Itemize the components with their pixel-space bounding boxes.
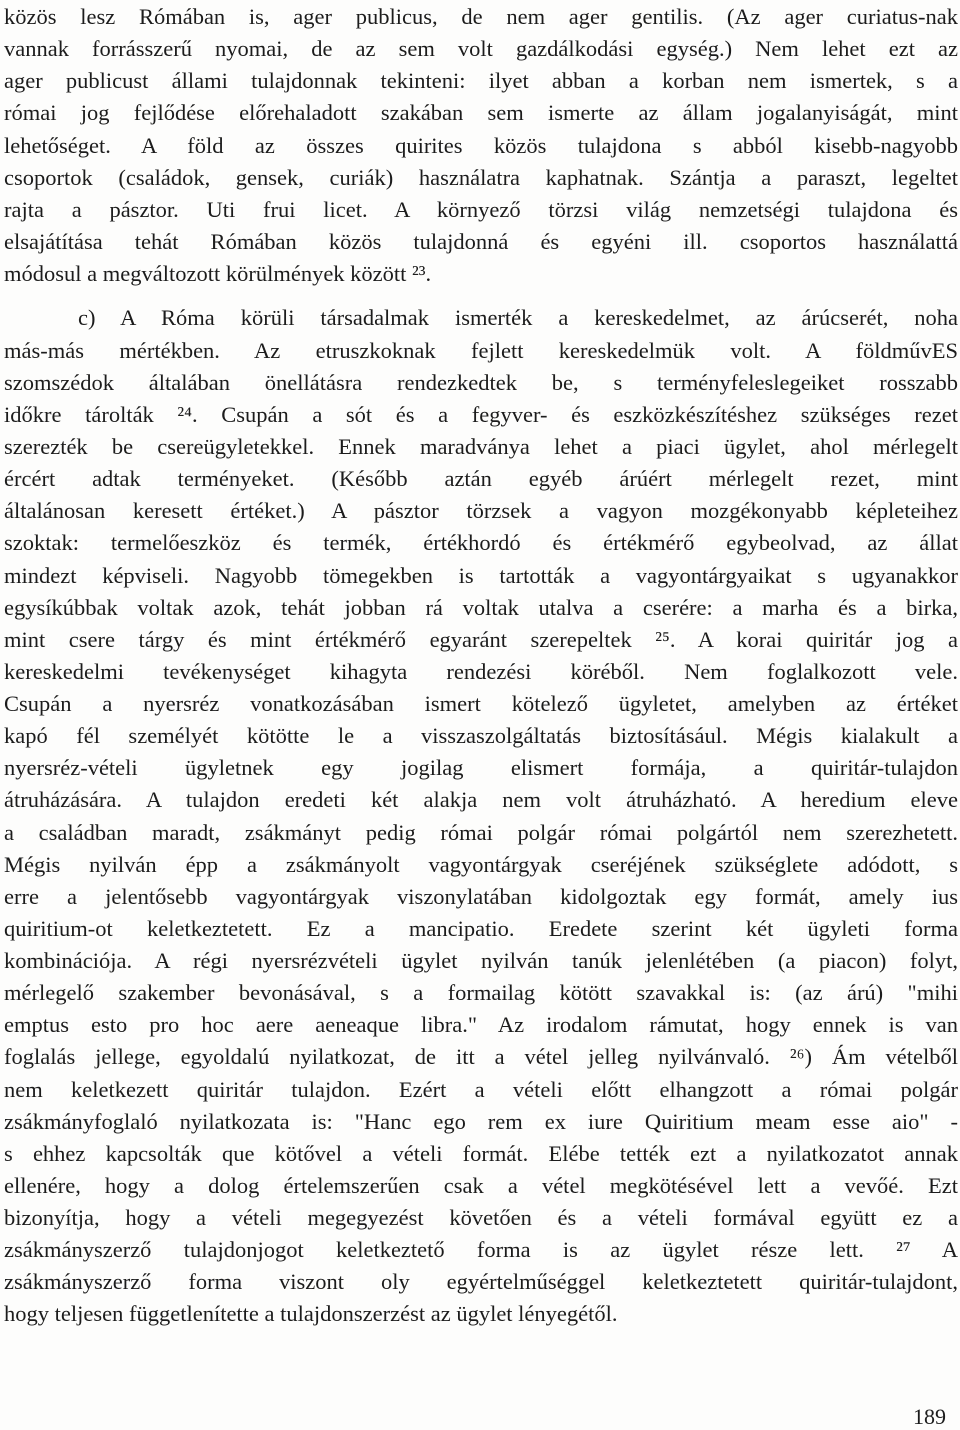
text-line: ager publicust állami tulajdonnak tekinteni: ilyet abban a korban nem ismertek, s a bbox=[4, 68, 958, 93]
text-line: mérlegelő szakember bevonásával, s a formailag kötött szavakkal is: (az árú) "mihi bbox=[4, 980, 958, 1005]
text-line: erre a jelentősebb vagyontárgyak viszonylatában kidolgoztak egy formát, amely ius bbox=[4, 884, 958, 909]
text-line: hogy teljesen függetlenítette a tulajdonszerzést az ügylet lényegétől. bbox=[4, 1301, 618, 1326]
text-line: rajta a pásztor. Uti frui licet. A környező törzsi világ nemzetségi tulajdona és bbox=[4, 197, 958, 222]
text-line: ércért adtak terményeket. (Később aztán egyéb árúért mérlegelt rezet, mint bbox=[4, 466, 958, 491]
text-line: Mégis nyilván épp a zsákmányolt vagyontárgyak cseréjének szükséglete adódott, s bbox=[4, 852, 958, 877]
section-heading-line: c) A Róma körüli társadalmak ismerték a kereskedelmet, az árúcserét, noha bbox=[78, 305, 958, 330]
text-line: más-más mértékben. Az etruszkoknak fejlett kereskedelmük volt. A földművES bbox=[4, 338, 958, 363]
text-line: zsákmányszerző tulajdonjogot keletkeztető forma is az ügylet része lett. ²⁷ A bbox=[4, 1237, 958, 1262]
text-line: zsákmányszerző forma viszont oly egyértelműséggel keletkeztetett quiritár-tulajdont, bbox=[4, 1269, 958, 1294]
text-line: s ehhez kapcsolták que kötővel a vételi formát. Elébe tették ezt a nyilatkozatot annak bbox=[4, 1141, 958, 1166]
text-line: zsákmányfoglaló nyilatkozata is: "Hanc ego rem ex iure Quiritium meam esse aio" - bbox=[4, 1109, 958, 1134]
text-line: mindezt képviseli. Nagyobb tömegekben is tartották a vagyontárgyaikat s ugyanakkor bbox=[4, 563, 958, 588]
text-line: vannak forrásszerű nyomai, de az sem volt gazdálkodási egység.) Nem lehet ezt az bbox=[4, 36, 958, 61]
text-line: kapó fél személyét kötötte le a visszaszolgáltatás biztosításául. Mégis kialakult a bbox=[4, 723, 958, 748]
text-line: szerezték be csereügyletekkel. Ennek maradványa lehet a piaci ügylet, ahol mérlegelt bbox=[4, 434, 958, 459]
text-line: általánosan keresett értéket.) A pásztor törzsek a vagyon mozgékonyabb képleteihez bbox=[4, 498, 958, 523]
text-line: nyersréz-vételi ügyletnek egy jogilag elismert formája, a quiritár-tulajdon bbox=[4, 755, 958, 780]
text-line: csoportok (családok, gensek, curiák) használatra kaphatnak. Szántja a paraszt, legeltet bbox=[4, 165, 958, 190]
text-line: Csupán a nyersréz vonatkozásában ismert kötelező ügyletet, amelyben az értéket bbox=[4, 691, 958, 716]
text-line: bizonyítja, hogy a vételi megegyezést követően és a vételi formával együtt ez a bbox=[4, 1205, 958, 1230]
text-line: szoktak: termelőeszköz és termék, értékhordó és értékmérő egybeolvad, az állat bbox=[4, 530, 958, 555]
text-line: emptus esto pro hoc aere aeneaque libra." Az irodalom rámutat, hogy ennek is van bbox=[4, 1012, 958, 1037]
text-line: mint csere tárgy és mint értékmérő egyaránt szerepeltek ²⁵. A korai quiritár jog a bbox=[4, 627, 958, 652]
text-line: a családban maradt, zsákmányt pedig római polgár római polgártól nem szerezhetett. bbox=[4, 820, 958, 845]
page-number: 189 bbox=[913, 1404, 946, 1429]
text-line: lehetőséget. A föld az összes quirites közös tulajdona s abból kisebb-nagyobb bbox=[4, 133, 958, 158]
text-line: átruházására. A tulajdon eredeti két alakja nem volt átruházható. A heredium eleve bbox=[4, 787, 958, 812]
text-line: közös lesz Rómában is, ager publicus, de nem ager gentilis. (Az ager curiatus-nak bbox=[4, 4, 958, 29]
text-line: római jog fejlődése előrehaladott szakában sem ismerte az állam jogalanyiságát, mint bbox=[4, 100, 958, 125]
text-line: kereskedelmi tevékenységet kihagyta rendezési köréből. Nem foglalkozott vele. bbox=[4, 659, 958, 684]
text-line: időkre tárolták ²⁴. Csupán a sót és a fegyver- és eszközkészítéshez szükséges rezet bbox=[4, 402, 958, 427]
text-line: quiritium-ot keletkeztetett. Ez a mancipatio. Eredete szerint két ügyleti forma bbox=[4, 916, 958, 941]
text-line: ellenére, hogy a dolog értelemszerűen csak a vétel megkötésével lett a vevőé. Ezt bbox=[4, 1173, 958, 1198]
text-line: nem keletkezett quiritár tulajdon. Ezért a vételi előtt elhangzott a római polgár bbox=[4, 1077, 958, 1102]
text-line: foglalás jellege, egyoldalú nyilatkozat, de itt a vétel jelleg nyilvánvaló. ²⁶) Ám vételből bbox=[4, 1044, 958, 1069]
text-line: elsajátítása tehát Rómában közös tulajdonná és egyéni ill. csoportos használattá bbox=[4, 229, 958, 254]
text-line: egysíkúbbak voltak azok, tehát jobban rá voltak utalva a cserére: a marha és a birka, bbox=[4, 595, 958, 620]
text-line: kombinációja. A régi nyersrézvételi ügylet nyilván tanúk jelenlétében (a piacon) folyt, bbox=[4, 948, 958, 973]
text-line: módosul a megváltozott körülmények között ²³. bbox=[4, 261, 432, 286]
text-line: szomszédok általában önellátásra rendezkedtek be, s terményfeleslegeiket rosszabb bbox=[4, 370, 958, 395]
